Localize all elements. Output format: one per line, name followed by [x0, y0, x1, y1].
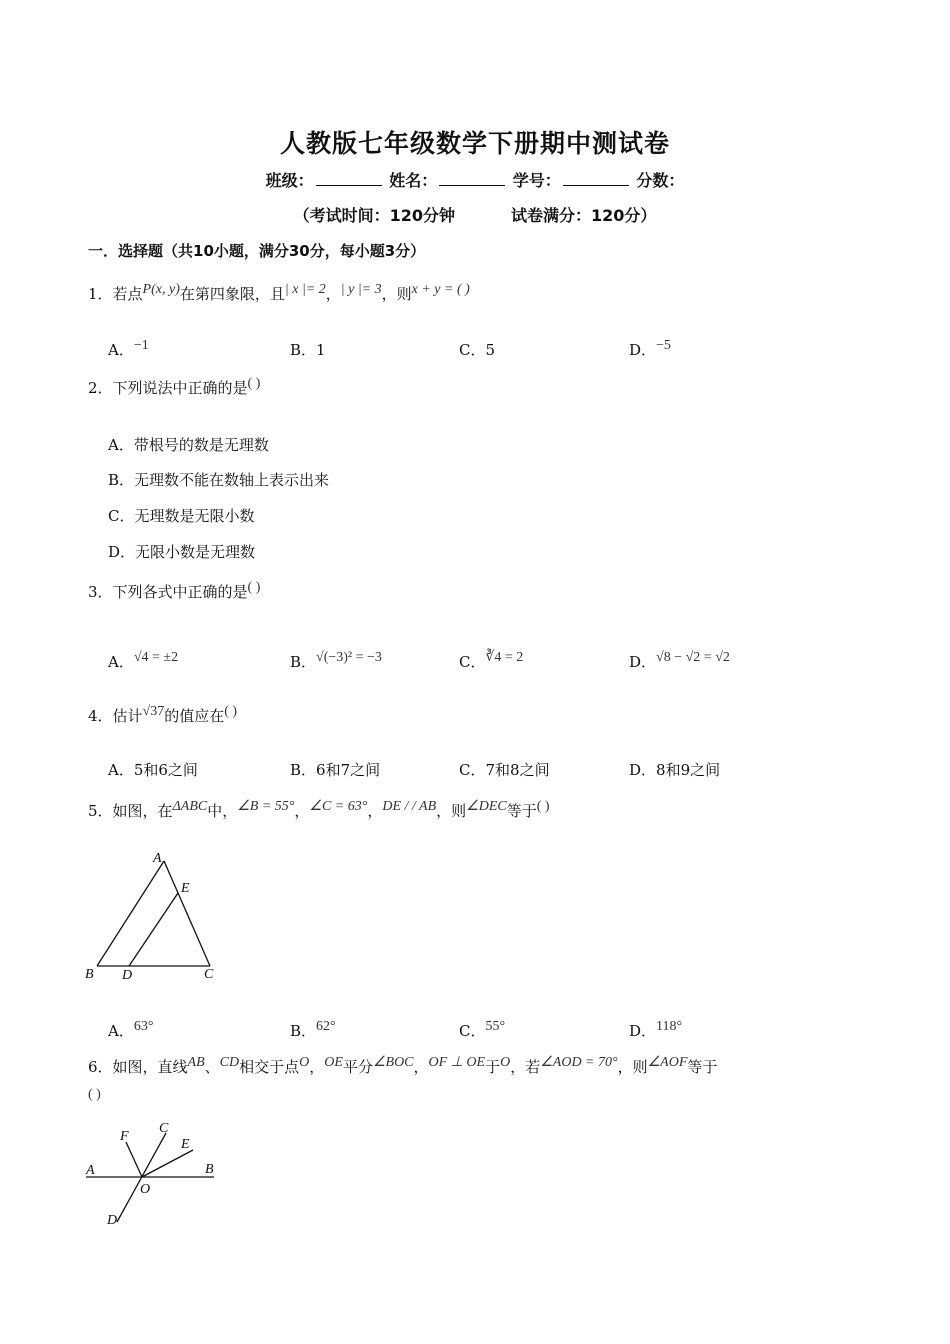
q6-aof: ∠AOF	[647, 1055, 688, 1070]
q2-text: 2．下列说法中正确的是	[88, 379, 248, 397]
q3-text: 3．下列各式中正确的是	[88, 583, 248, 601]
q2-option-c: C．无理数是无限小数	[108, 507, 255, 525]
q5-label-e: E	[181, 881, 190, 896]
q5-angle-b: ∠B = 55°	[237, 799, 295, 814]
name-label: 姓名：	[389, 171, 438, 190]
q3-option-d	[629, 651, 730, 672]
q3-option-b-label: B．	[290, 653, 317, 671]
q6-label-a: A	[86, 1163, 95, 1178]
q1-option-c-label: C．	[459, 341, 486, 359]
q6-paren-line	[88, 1087, 101, 1109]
q4-option-a: A．5和6之间	[108, 761, 198, 779]
q1-option-a	[108, 339, 149, 360]
q1-text3: ，则	[381, 285, 412, 303]
name-blank	[439, 171, 505, 186]
q3-option-d-value: √8 − √2 = √2	[656, 650, 730, 665]
q6-paren: ( )	[88, 1087, 101, 1102]
q5-text2: 中，	[207, 802, 238, 820]
q4-paren: ( )	[224, 704, 238, 719]
q2-option-d: D．无限小数是无理数	[108, 543, 256, 561]
q6-sep: 、	[204, 1058, 220, 1076]
q1-absy: | y |= 3	[340, 282, 382, 297]
q6-label-o: O	[140, 1182, 151, 1197]
q5-comma2: ，	[367, 802, 383, 820]
q6-oe: OE	[324, 1055, 343, 1070]
question-5	[88, 800, 550, 821]
q5-label-a: A	[153, 851, 162, 866]
q6-text5: ，若	[510, 1058, 541, 1076]
q6-comma1: ，	[309, 1058, 325, 1076]
q3-option-a-value: √4 = ±2	[133, 650, 179, 665]
q6-label-b: B	[205, 1162, 214, 1177]
q1-option-d	[629, 339, 671, 360]
q5-line-ac	[164, 861, 210, 966]
q1-option-d-value: −5	[656, 338, 671, 353]
question-2	[88, 377, 260, 398]
q1-option-a-label: A．	[108, 341, 134, 359]
q1-text: 1．若点	[88, 285, 143, 303]
q6-text: 6．如图，直线	[88, 1058, 188, 1076]
q3-option-c	[459, 651, 523, 672]
exam-full-score: 试卷满分：120分）	[511, 206, 657, 225]
q6-ab: AB	[187, 1055, 205, 1070]
q5-option-b	[290, 1020, 336, 1041]
q6-lines-figure	[80, 1118, 230, 1230]
q5-option-c-value: 55°	[485, 1019, 506, 1034]
q6-text6: ，则	[617, 1058, 648, 1076]
q5-comma1: ，	[294, 802, 310, 820]
q2-option-a: A．带根号的数是无理数	[108, 436, 269, 454]
q1-option-b	[290, 339, 326, 360]
q3-option-b	[290, 651, 382, 672]
q5-option-d	[629, 1020, 682, 1041]
q5-option-c	[459, 1020, 505, 1041]
q3-option-c-value: ∛4 = 2	[485, 650, 524, 665]
q4-option-d: D．8和9之间	[629, 761, 721, 779]
q1-expr: x + y = ( )	[411, 282, 470, 297]
q5-label-b: B	[85, 967, 94, 982]
q6-comma2: ，	[413, 1058, 429, 1076]
q5-option-a-value: 63°	[133, 1019, 154, 1034]
class-blank	[316, 171, 382, 186]
q6-aod: ∠AOD = 70°	[540, 1055, 618, 1070]
id-label: 学号：	[512, 171, 561, 190]
q5-line-ab	[97, 861, 164, 966]
q6-text3: 平分	[342, 1058, 373, 1076]
q4-sqrt: √37	[142, 704, 165, 719]
q5-option-d-value: 118°	[656, 1019, 683, 1034]
q5-paren: ( )	[536, 799, 550, 814]
q1-absx: | x |= 2	[284, 282, 326, 297]
q6-label-d: D	[107, 1213, 118, 1228]
q1-option-b-value: 1	[316, 341, 326, 359]
q5-option-b-label: B．	[290, 1022, 317, 1040]
q1-option-b-label: B．	[290, 341, 317, 359]
q5-option-a	[108, 1020, 153, 1041]
q5-triangle-figure	[80, 846, 230, 986]
q6-label-f: F	[120, 1129, 129, 1144]
q6-ray-of	[126, 1142, 142, 1177]
q5-text3: ，则	[436, 802, 467, 820]
q2-paren: ( )	[247, 376, 261, 391]
q4-text2: 的值应在	[164, 707, 225, 725]
q5-angle-dec: ∠DEC	[466, 799, 507, 814]
q3-paren: ( )	[247, 580, 261, 595]
q6-cd: CD	[219, 1055, 240, 1070]
q6-text2: 相交于点	[239, 1058, 300, 1076]
page-title: 人教版七年级数学下册期中测试卷	[279, 129, 670, 158]
q3-option-a-label: A．	[108, 653, 134, 671]
exam-time: （考试时间：120分钟	[293, 206, 455, 225]
q6-o2: O	[500, 1055, 511, 1070]
student-info-line	[0, 168, 950, 191]
q5-triangle: ΔABC	[172, 799, 208, 814]
q6-boc: ∠BOC	[372, 1055, 414, 1070]
q5-text4: 等于	[506, 802, 537, 820]
q6-of: OF ⊥ OE	[428, 1055, 486, 1070]
q1-text2: 在第四象限，且	[179, 285, 285, 303]
q1-comma: ，	[325, 285, 341, 303]
q5-option-c-label: C．	[459, 1022, 486, 1040]
q1-option-c	[459, 339, 495, 360]
q4-option-b: B．6和7之间	[290, 761, 381, 779]
q4-option-c: C．7和8之间	[459, 761, 550, 779]
score-label: 分数：	[636, 171, 685, 190]
q1-option-d-label: D．	[629, 341, 657, 359]
q1-point: P(x, y)	[142, 282, 180, 297]
question-3	[88, 581, 260, 602]
q5-option-d-label: D．	[629, 1022, 657, 1040]
q1-option-a-value: −1	[133, 338, 149, 353]
q6-text4: 于	[485, 1058, 501, 1076]
q3-option-c-label: C．	[459, 653, 486, 671]
question-4	[88, 705, 237, 726]
q5-angle-c: ∠C = 63°	[309, 799, 368, 814]
q5-label-d: D	[122, 968, 133, 983]
q1-option-c-value: 5	[485, 341, 496, 359]
q5-parallel: DE / / AB	[382, 799, 437, 814]
q4-text: 4．估计	[88, 707, 143, 725]
question-6	[88, 1056, 717, 1077]
q6-text7: 等于	[687, 1058, 718, 1076]
q5-text: 5．如图，在	[88, 802, 173, 820]
q3-option-a	[108, 651, 178, 672]
id-blank	[563, 171, 629, 186]
exam-info	[0, 203, 950, 226]
section-heading: 一．选择题（共10小题，满分30分，每小题3分）	[88, 242, 426, 260]
q6-label-e: E	[181, 1137, 190, 1152]
q6-o: O	[299, 1055, 310, 1070]
q5-label-c: C	[204, 967, 214, 982]
q3-option-b-value: √(−3)² = −3	[316, 650, 382, 665]
q3-option-d-label: D．	[629, 653, 657, 671]
question-1	[88, 283, 470, 304]
q5-option-a-label: A．	[108, 1022, 134, 1040]
q6-label-c: C	[159, 1121, 169, 1136]
q5-option-b-value: 62°	[316, 1019, 336, 1034]
class-label: 班级：	[265, 171, 314, 190]
q2-option-b: B．无理数不能在数轴上表示出来	[108, 471, 330, 489]
